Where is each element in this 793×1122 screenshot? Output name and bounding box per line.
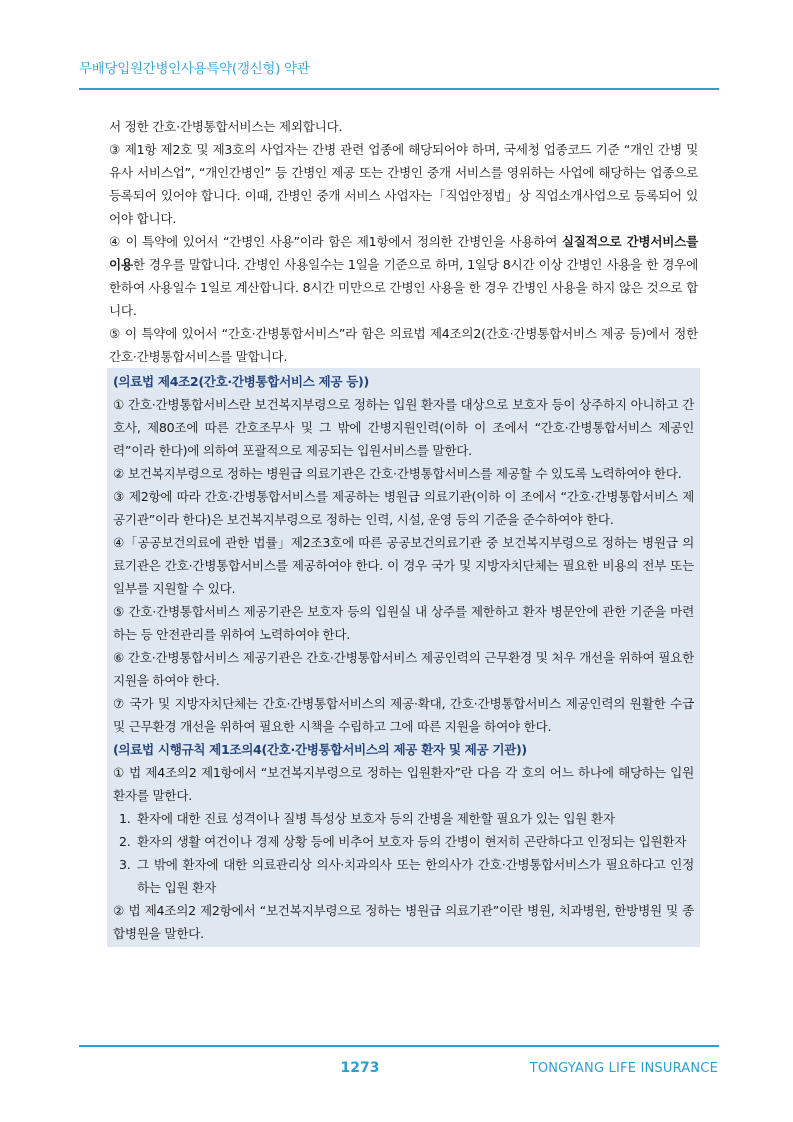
law-item-5: ⑤ 간호·간병통합서비스 제공기관은 보호자 등의 입원실 내 상주를 제한하고 환자 병문안에 관한 기준을 마련하는 등 안전관리를 위하여 노력하여야 한다. <box>113 604 694 642</box>
law-item-1: ① 간호·간병통합서비스란 보건복지부령으로 정하는 입원 환자를 대상으로 보호자 등이 상주하지 아니하고 간호사, 제80조에 따른 간호조무사 및 그 밖에 간병지원인력(이하 이 조에서 “간호·간병통합서비스 제공인력”이라 한다)에 의하여 포괄적으로 제공되는 입원서비스를 말한다. <box>113 397 694 458</box>
list-item-number: 1. <box>119 811 131 826</box>
rule-item-2: ② 법 제4조의2 제2항에서 “보건복지부령으로 정하는 병원급 의료기관”이란 병원, 치과병원, 한방병원 및 종합병원을 말한다. <box>113 903 694 941</box>
footer-divider <box>79 1045 719 1047</box>
law-item-4: ④「공공보건의료에 관한 법률」제2조3호에 따른 공공보건의료기관 중 보건복지부령으로 정하는 병원급 의료기관은 간호·간병통합서비스를 제공하여야 한다. 이 경우 국가 및 지방자치단체는 필요한 비용의 전부 또는 일부를 지원할 수 있다. <box>113 535 694 596</box>
rule-item-1: ① 법 제4조의2 제1항에서 “보건복지부령으로 정하는 입원환자”란 다음 각 호의 어느 하나에 해당하는 입원 환자를 말한다. <box>113 765 694 803</box>
law-reference-box <box>107 368 700 947</box>
paragraph-clause-3: ③ 제1항 제2호 및 제3호의 사업자는 간병 관련 업종에 해당되어야 하며, 국세청 업종코드 기준 “개인 간병 및 유사 서비스업”, “개인간병인” 등 간병인 제공 또는 간병인 중개 서비스를 영위하는 사업에 해당하는 업종으로 등록되어 있어야 합니다. 이때, 간병인 중개 서비스 사업자는「직업안정법」상 직업소개사업으로 등록되어 있어야 합니다. <box>109 142 698 226</box>
clause-4-text-a: ④ 이 특약에 있어서 “간병인 사용”이라 함은 제1항에서 정의한 간병인을 사용하여 <box>109 234 562 249</box>
paragraph-clause-5: ⑤ 이 특약에 있어서 “간호·간병통합서비스”라 함은 의료법 제4조의2(간호·간병통합서비스 제공 등)에서 정한 간호·간병통합서비스를 말합니다. <box>109 326 698 364</box>
header-divider <box>79 88 719 90</box>
company-name: TONGYANG LIFE INSURANCE <box>529 1061 718 1076</box>
clause-4-text-b: 한 경우를 말합니다. 간병인 사용일수는 1일을 기준으로 하며, 1일당 8시간 이상 간병인 사용을 한 경우에 한하여 사용일수 1일로 계산합니다. 8시간 미만으로 간병인 사용을 한 경우 간병인 사용을 하지 않은 것으로 합니다. <box>109 257 698 318</box>
document-header-title: 무배당입원간병인사용특약(갱신형) 약관 <box>79 61 310 77</box>
law-heading-medical-act: (의료법 제4조2(간호·간병통합서비스 제공 등)) <box>113 374 369 389</box>
list-item-text: 환자의 생활 여건이나 경제 상황 등에 비추어 보호자 등의 간병이 현저히 곤란하다고 인정되는 입원환자 <box>137 834 687 849</box>
law-item-6: ⑥ 간호·간병통합서비스 제공기관은 간호·간병통합서비스 제공인력의 근무환경 및 처우 개선을 위하여 필요한 지원을 하여야 한다. <box>113 650 694 688</box>
page-content <box>109 115 698 947</box>
list-item-text: 그 밖에 환자에 대한 의료관리상 의사·치과의사 또는 한의사가 간호·간병통합서비스가 필요하다고 인정하는 입원 환자 <box>137 857 694 895</box>
list-item <box>113 853 694 899</box>
list-item-number: 2. <box>119 834 131 849</box>
page-number: 1273 <box>340 1060 380 1076</box>
law-item-7: ⑦ 국가 및 지방자치단체는 간호·간병통합서비스의 제공·확대, 간호·간병통합서비스 제공인력의 원활한 수급 및 근무환경 개선을 위하여 필요한 시책을 수립하고 그에 따른 지원을 하여야 한다. <box>113 696 694 734</box>
law-item-2: ② 보건복지부령으로 정하는 병원급 의료기관은 간호·간병통합서비스를 제공할 수 있도록 노력하여야 한다. <box>113 466 682 481</box>
list-item <box>113 807 694 830</box>
law-item-3: ③ 제2항에 따라 간호·간병통합서비스를 제공하는 병원급 의료기관(이하 이 조에서 “간호·간병통합서비스 제공기관”이라 한다)은 보건복지부령으로 정하는 인력, 시설, 운영 등의 기준을 준수하여야 한다. <box>113 489 694 527</box>
list-item-text: 환자에 대한 진료 성격이나 질병 특성상 보호자 등의 간병을 제한할 필요가 있는 입원 환자 <box>137 811 615 826</box>
law-heading-enforcement-rule: (의료법 시행규칙 제1조의4(간호·간병통합서비스의 제공 환자 및 제공 기관)) <box>113 742 527 757</box>
list-item-number: 3. <box>119 857 131 872</box>
paragraph-continuation: 서 정한 간호·간병통합서비스는 제외합니다. <box>109 119 343 134</box>
list-item <box>113 830 694 853</box>
clause-4-bold-text: 실질적으로 간병서비스를 이용 <box>109 234 698 272</box>
paragraph-clause-4 <box>109 230 698 322</box>
